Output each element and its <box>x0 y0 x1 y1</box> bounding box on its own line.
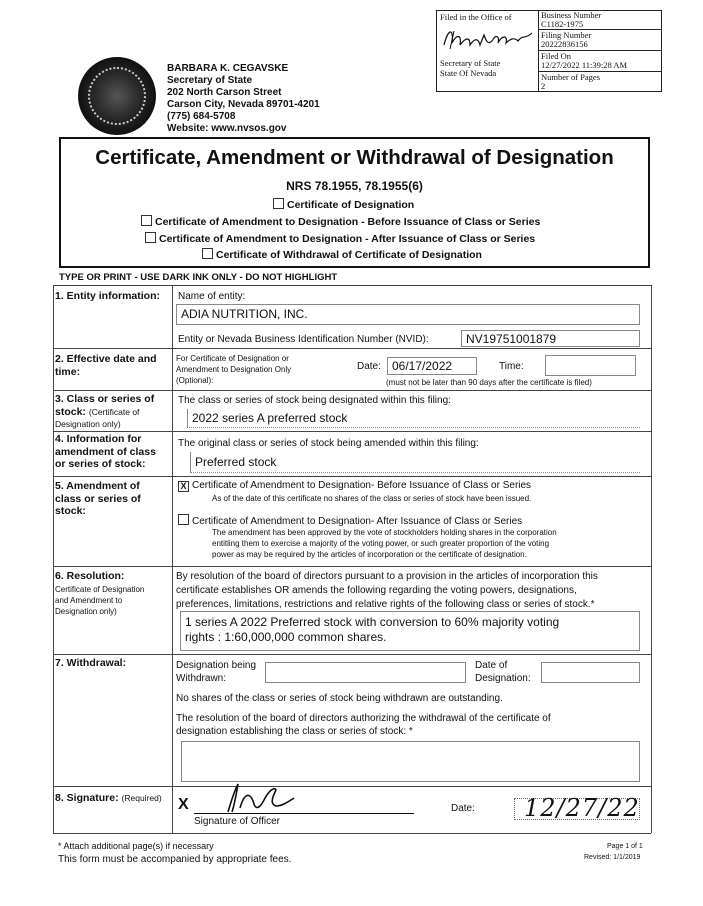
nvid-field[interactable]: NV19751001879 <box>461 330 640 347</box>
section1-label: 1. Entity information: <box>55 290 160 302</box>
checkbox[interactable] <box>145 232 156 243</box>
amendment-before-note: As of the date of this certificate no shares of the class or series of stock have been issued. <box>212 494 532 503</box>
office-website: Website: www.nvsos.gov <box>167 123 287 134</box>
effective-date-field[interactable]: 06/17/2022 <box>387 357 477 375</box>
table-left-border <box>53 285 54 833</box>
filed-on-cell <box>539 52 661 72</box>
filing-number-cell <box>539 31 661 51</box>
entity-name-field[interactable]: ADIA NUTRITION, INC. <box>176 304 640 325</box>
amendment-after-note-line3: power as may be required by the articles of incorporation or the certificate of designation. <box>212 550 527 559</box>
designation-withdrawn-label1: Designation being <box>176 660 257 671</box>
secretary-label: Secretary of State <box>440 58 501 68</box>
resolution-field[interactable] <box>180 611 640 651</box>
office-phone: (775) 684-5708 <box>167 111 236 122</box>
row-divider <box>53 431 651 432</box>
office-address-line2: Carson City, Nevada 89701-4201 <box>167 99 320 110</box>
filing-number-value: 20222836156 <box>541 38 588 49</box>
filing-info-column <box>539 11 661 91</box>
business-number-cell <box>539 11 661 30</box>
pages-label: Number of Pages <box>541 72 601 82</box>
checkbox[interactable] <box>141 215 152 226</box>
row-divider <box>53 654 651 655</box>
amendment-after-note-line2: entitling them to exercise a majority of the voting power, or such greater proportion of the voting <box>212 539 550 548</box>
signature-of-officer-label: Signature of Officer <box>194 816 280 827</box>
section6-label: 6. Resolution: <box>55 570 125 582</box>
section6-desc-line2: certificate establishes OR amends the following regarding the voting powers, designations, <box>176 585 577 596</box>
footer-page-number: Page 1 of 1 <box>607 843 643 850</box>
checkbox[interactable] <box>202 248 213 259</box>
nevada-state-seal <box>78 57 156 135</box>
form-title: Certificate, Amendment or Withdrawal of Designation <box>95 146 614 169</box>
resolution-line2: rights : 1:60,000,000 common shares. <box>185 630 387 644</box>
row-divider <box>53 786 651 787</box>
office-address-block <box>167 63 320 135</box>
section8-label <box>55 792 162 805</box>
form-title-box <box>59 137 650 268</box>
secretary-name: BARBARA K. CEGAVSKE <box>167 63 289 74</box>
checkbox-checked[interactable]: X <box>178 481 189 492</box>
amendment-after-option[interactable]: Certificate of Amendment to Designation- After Issuance of Class or Series <box>178 514 522 527</box>
form-instructions: TYPE OR PRINT - USE DARK INK ONLY - DO NOT HIGHLIGHT <box>59 272 338 283</box>
nvid-label: Entity or Nevada Business Identification Number (NVID): <box>178 334 429 345</box>
row-divider <box>53 390 651 391</box>
section6-desc-line1: By resolution of the board of directors pursuant to a provision in the articles of incorporation this <box>176 571 598 582</box>
amendment-before-option[interactable]: X Certificate of Amendment to Designation- Before Issuance of Class or Series <box>178 480 531 492</box>
filed-in-office-label: Filed in the Office of <box>440 12 512 22</box>
section3-desc: The class or series of stock being designated within this filing: <box>178 395 451 406</box>
row-divider <box>53 348 651 349</box>
table-right-border <box>651 285 652 833</box>
section2-desc-line3: (Optional): <box>176 376 214 385</box>
section2-desc-line1: For Certificate of Designation or <box>176 354 289 363</box>
section7-label: 7. Withdrawal: <box>55 657 127 669</box>
effective-time-field[interactable] <box>545 355 636 376</box>
resolution-line1: 1 series A 2022 Preferred stock with conversion to 60% majority voting <box>185 615 560 629</box>
checkbox[interactable] <box>273 198 284 209</box>
entity-name-label: Name of entity: <box>178 291 246 302</box>
business-number-label: Business Number <box>541 10 602 20</box>
signature-date-value: 12/27/22 <box>524 794 640 822</box>
footer-attach-note: * Attach additional page(s) if necessary <box>58 841 214 851</box>
filing-office-column <box>437 11 539 91</box>
section2-label: 2. Effective date and time: <box>55 353 157 378</box>
withdrawal-resolution-line1: The resolution of the board of directors authorizing the withdrawal of the certificate of <box>176 713 551 724</box>
designation-withdrawn-field[interactable] <box>265 662 466 683</box>
option-certificate-of-designation[interactable]: Certificate of Designation <box>273 198 414 211</box>
checkbox[interactable] <box>178 514 189 525</box>
withdrawal-resolution-line2: designation establishing the class or series of stock: * <box>176 726 413 737</box>
no-shares-statement: No shares of the class or series of stock being withdrawn are outstanding. <box>176 693 503 704</box>
amendment-after-note-line1: The amendment has been approved by the vote of stockholders holding shares in the corporation <box>212 528 557 537</box>
row-divider <box>53 566 651 567</box>
date-of-designation-label2: Designation: <box>475 673 531 684</box>
filing-stamp-box <box>436 10 662 92</box>
effective-time-label: Time: <box>499 361 524 372</box>
effective-date-label: Date: <box>357 361 381 372</box>
business-number-value: C1182-1975 <box>541 18 584 29</box>
section6-note-line2: and Amendment to <box>55 596 123 605</box>
filing-number-label: Filing Number <box>541 30 592 40</box>
section6-note-line3: Designation only) <box>55 607 117 616</box>
table-bottom-border <box>53 833 651 834</box>
date-of-designation-field[interactable] <box>541 662 640 683</box>
footer-revision-date: Revised: 1/1/2019 <box>584 854 641 861</box>
amended-class-field[interactable]: Preferred stock <box>190 452 640 473</box>
nrs-reference: NRS 78.1955, 78.1955(6) <box>286 179 423 193</box>
footer-fees-note: This form must be accompanied by appropriate fees. <box>58 854 292 865</box>
filed-on-label: Filed On <box>541 51 571 61</box>
section3-label-note: (Certificate of Designation only) <box>55 406 140 429</box>
officer-signature[interactable] <box>214 780 304 816</box>
option-amendment-after-issuance[interactable]: Certificate of Amendment to Designation - After Issuance of Class or Series <box>145 232 535 245</box>
withdrawal-resolution-field[interactable] <box>181 741 640 782</box>
secretary-title: Secretary of State <box>167 75 253 86</box>
pages-cell <box>539 73 661 91</box>
office-address-line1: 202 North Carson Street <box>167 87 282 98</box>
section6-note-line1: Certificate of Designation <box>55 585 145 594</box>
effective-date-note: (must not be later than 90 days after the certificate is filed) <box>386 378 592 387</box>
section8-label-note: (Required) <box>121 793 162 803</box>
state-label: State Of Nevada <box>440 68 497 78</box>
filed-on-value: 12/27/2022 11:39:28 AM <box>541 59 628 70</box>
pages-value: 2 <box>541 80 546 91</box>
table-top-border <box>53 285 651 286</box>
option-withdrawal[interactable]: Certificate of Withdrawal of Certificate of Designation <box>202 248 482 261</box>
section6-desc-line3: preferences, limitations, restrictions and relative rights of the following class or series of stock.* <box>176 599 595 610</box>
signature-line <box>194 813 414 814</box>
section3-label-text: 3. Class or series of stock: <box>55 393 155 418</box>
designation-withdrawn-label2: Withdrawn: <box>176 673 227 684</box>
section2-desc-line2: Amendment to Designation Only <box>176 365 292 374</box>
section4-desc: The original class or series of stock being amended within this filing: <box>178 438 479 449</box>
secretary-signature <box>440 23 536 53</box>
designated-class-field[interactable]: 2022 series A preferred stock <box>187 409 640 428</box>
section8-label-text: 8. Signature: <box>55 792 119 804</box>
section5-label: 5. Amendment of class or series of stock: <box>55 480 141 517</box>
section4-label: 4. Information for amendment of class or series of stock: <box>55 433 156 470</box>
date-of-designation-label1: Date of <box>475 660 508 671</box>
signature-date-label: Date: <box>451 803 475 814</box>
option-amendment-before-issuance[interactable]: Certificate of Amendment to Designation - Before Issuance of Class or Series <box>141 215 540 228</box>
signature-x-mark: X <box>178 796 189 813</box>
column-divider <box>172 285 173 833</box>
section3-label <box>55 393 169 431</box>
row-divider <box>53 476 651 477</box>
